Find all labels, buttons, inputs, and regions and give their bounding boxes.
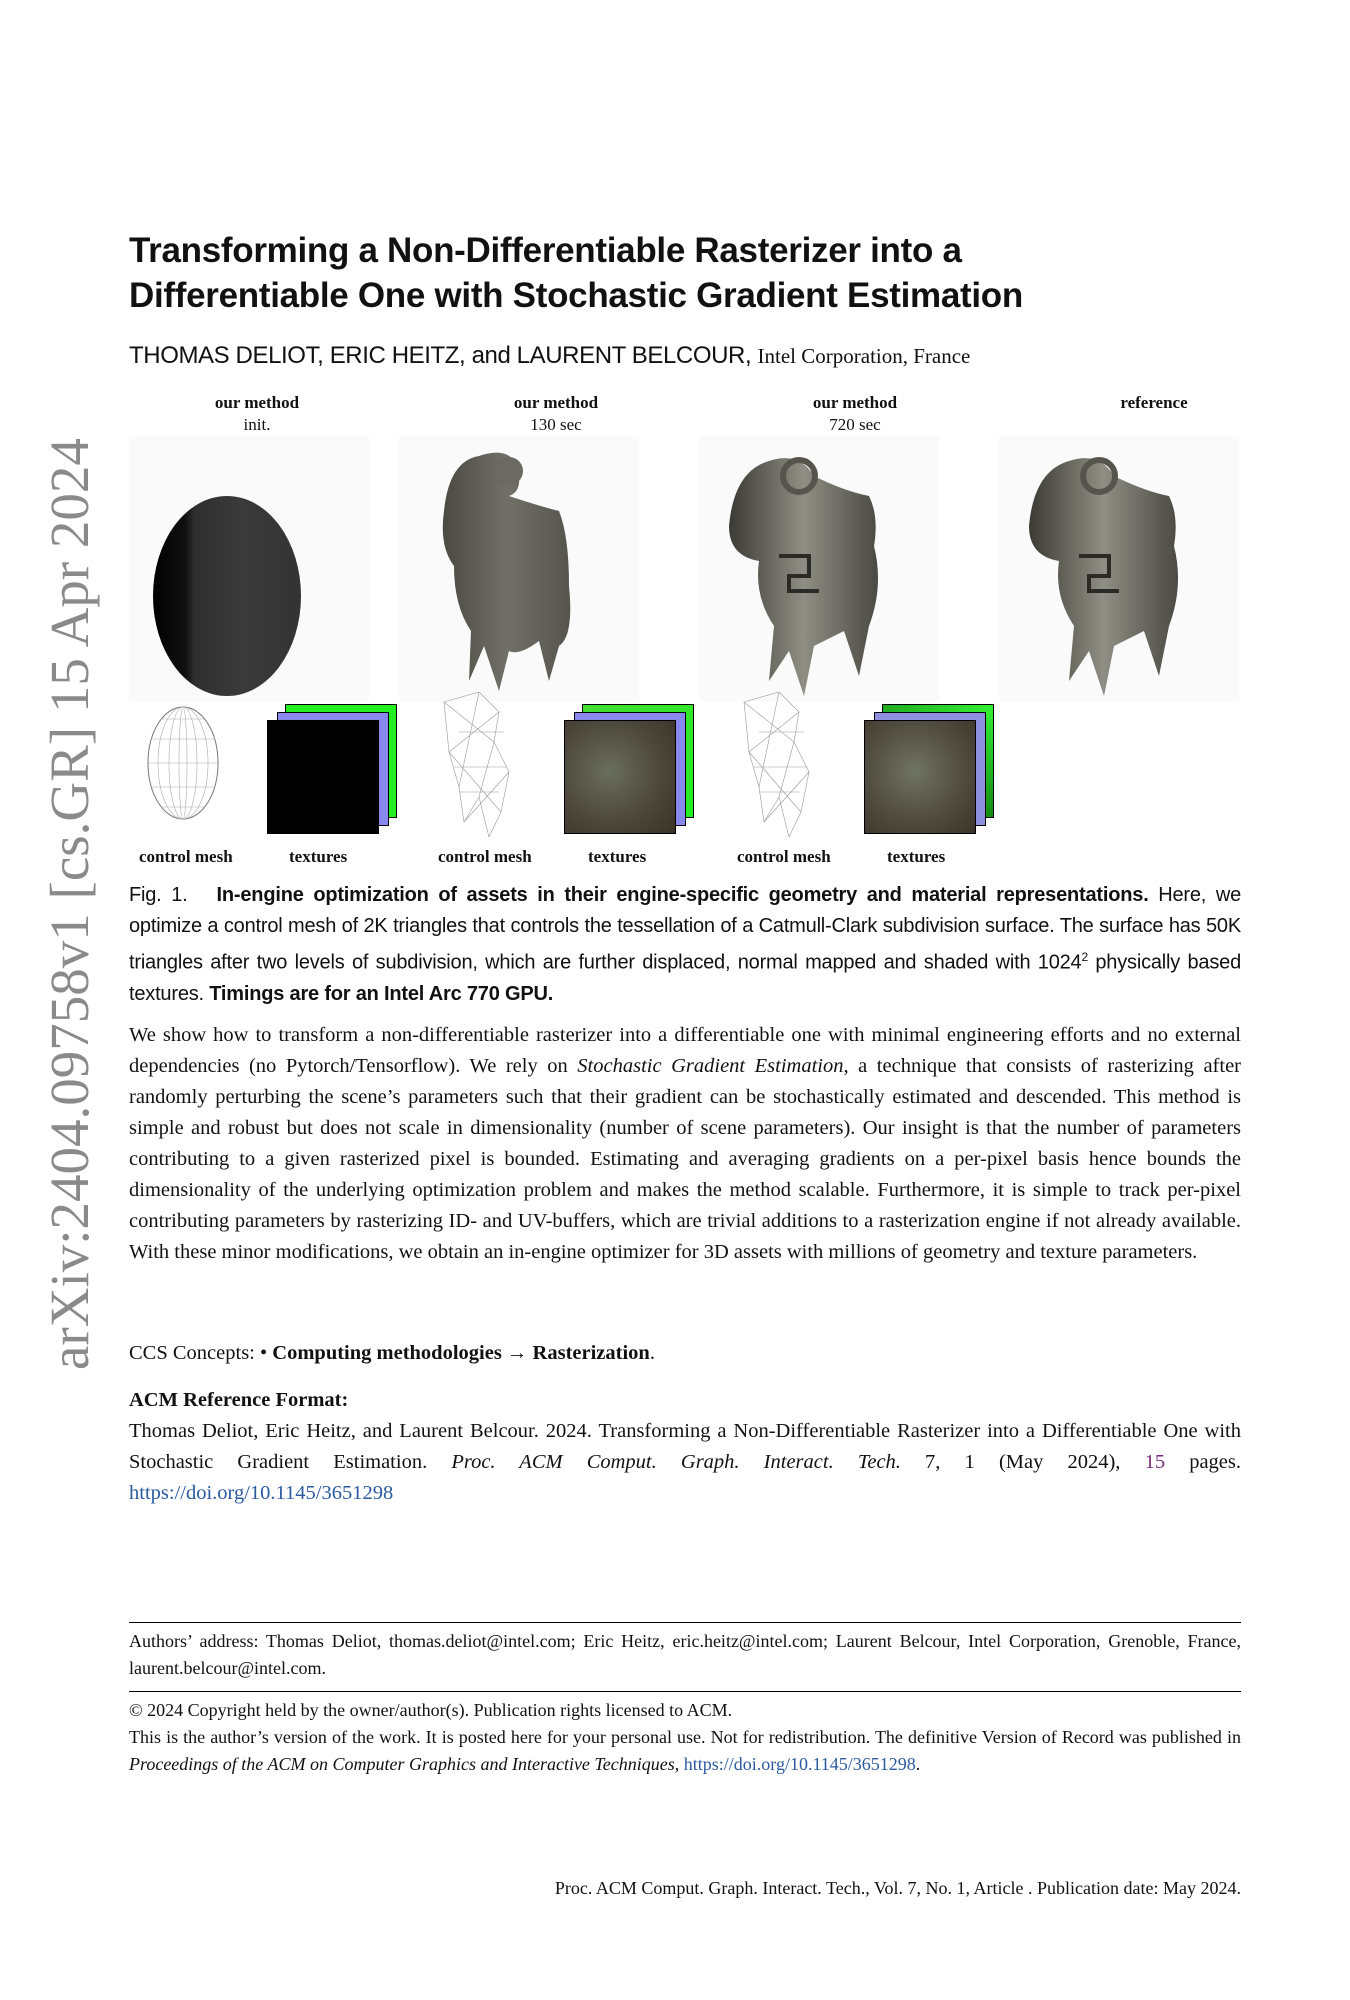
label-control-mesh: control mesh	[737, 847, 831, 866]
sphere-render	[153, 496, 301, 696]
abstract-emphasis: Stochastic Gradient Estimation	[577, 1055, 844, 1077]
journal-name: Proc. ACM Comput. Graph. Interact. Tech.	[451, 1451, 901, 1473]
caption-label: Fig. 1.	[129, 884, 188, 906]
column-head-reference: reference	[1120, 393, 1188, 412]
textures-init	[267, 704, 382, 834]
footnote-rule	[129, 1622, 1241, 1623]
copyright-rule	[129, 1691, 1241, 1692]
texture-layer-albedo	[267, 720, 379, 834]
label-textures: textures	[289, 847, 348, 866]
figure-caption: Fig. 1. In-engine optimization of assets in their engine-specific geometry and material representations. Here, we optimize a control mesh of 2K triangles that controls the tessellation of a Catmull-Clark subdivision surface. The surface has 50K triangles after two levels of subdivision, which are further displaced, normal mapped and shaded with 1024$^2$ physically based textures. Timings are for an Intel Arc 770 GPU.	[129, 884, 1241, 1005]
label-textures: textures	[588, 847, 647, 866]
label-control-mesh: control mesh	[139, 847, 233, 866]
control-mesh-720s	[739, 692, 824, 837]
texture-layer-albedo	[564, 720, 676, 834]
paper-title	[129, 228, 1229, 318]
textures-720s	[864, 704, 979, 834]
control-mesh-130s	[439, 692, 524, 837]
caption-lead: In-engine optimization of assets in their engine-specific geometry and material representations.	[216, 884, 1149, 906]
render-130s	[399, 436, 639, 701]
render-init	[129, 436, 369, 701]
textures-130s	[564, 704, 679, 834]
column-head-720s: our method 720 sec	[812, 393, 898, 434]
label-control-mesh: control mesh	[438, 847, 532, 866]
creature-render-detailed	[699, 436, 939, 701]
ccs-concept: Computing methodologies → Rasterization	[272, 1342, 650, 1364]
label-textures: textures	[887, 847, 946, 866]
creature-render-reference	[999, 436, 1239, 701]
acm-reference-heading: ACM Reference Format:	[129, 1389, 349, 1411]
ccs-concepts: CCS Concepts: • Computing methodologies → Rasterization.	[129, 1342, 655, 1364]
column-head-init: our method init.	[214, 393, 300, 434]
arxiv-stamp: arXiv:2404.09758v1 [cs.GR] 15 Apr 2024	[39, 438, 100, 1370]
page-count-link[interactable]: 15	[1144, 1451, 1166, 1473]
author-names: THOMAS DELIOT, ERIC HEITZ, and LAURENT BELCOUR,	[129, 342, 752, 369]
affiliation: Intel Corporation, France	[757, 344, 971, 368]
texture-layer-albedo	[864, 720, 976, 834]
creature-render-blurry	[399, 436, 639, 701]
running-footer: Proc. ACM Comput. Graph. Interact. Tech., Vol. 7, No. 1, Article . Publication date: May 2024.	[554, 1878, 1241, 1898]
author-list	[129, 342, 970, 370]
acm-reference-format: ACM Reference Format: Thomas Deliot, Eric Heitz, and Laurent Belcour. 2024. Transforming a Non-Differentiable Rasterizer into a Differentiable One with Stochastic Gradient Estimation. Proc. ACM Comput. Graph. Interact. Tech. 7, 1 (May 2024), 15 pages. https://doi.org/10.1145/3651298	[129, 1385, 1241, 1509]
copyright-notice: © 2024 Copyright held by the owner/author(s). Publication rights licensed to ACM. This is the author’s version of the work. It is posted here for your personal use. Not for redistribution. The definitive Version of Record was published in Proceedings of the ACM on Computer Graphics and Interactive Techniques, https://doi.org/10.1145/3651298.	[129, 1700, 1241, 1774]
doi-link[interactable]: https://doi.org/10.1145/3651298	[129, 1482, 394, 1504]
caption-timing-note: Timings are for an Intel Arc 770 GPU.	[209, 982, 554, 1005]
authors-address: Authors’ address: Thomas Deliot, thomas.deliot@intel.com; Eric Heitz, eric.heitz@intel.com; Laurent Belcour, Intel Corporation, Grenoble, France, laurent.belcour@intel.com.	[129, 1631, 1241, 1678]
copyright-doi-link[interactable]: https://doi.org/10.1145/3651298	[683, 1754, 916, 1774]
control-mesh-sphere	[143, 704, 223, 822]
title-line-2: Differentiable One with Stochastic Gradient Estimation	[129, 276, 1023, 315]
venue-name: Proceedings of the ACM on Computer Graphics and Interactive Techniques	[129, 1754, 675, 1774]
column-head-130s: our method 130 sec	[513, 393, 599, 434]
title-line-1: Transforming a Non-Differentiable Rasterizer into a	[129, 231, 962, 270]
abstract: We show how to transform a non-differentiable rasterizer into a differentiable one with minimal engineering efforts and no external dependencies (no Pytorch/Tensorflow). We rely on Stochastic Gradient Estimation, a technique that consists of rasterizing after randomly perturbing the scene’s parameters such that their gradient can be stochastically estimated and descended. This method is simple and robust but does not scale in dimensionality (number of scene parameters). Our insight is that the number of parameters contributing to a given rasterized pixel is bounded. Estimating and averaging gradients on a per-pixel basis hence bounds the dimensionality of the underlying optimization problem and makes the method scalable. Furthermore, it is simple to track per-pixel contributing parameters by rasterizing ID- and UV-buffers, which are trivial additions to a rasterization engine if not already available. With these minor modifications, we obtain an in-engine optimizer for 3D assets with millions of geometry and texture parameters.	[129, 1024, 1241, 1263]
render-reference	[999, 436, 1239, 701]
teaser-figure	[129, 392, 1279, 872]
render-720s	[699, 436, 939, 701]
